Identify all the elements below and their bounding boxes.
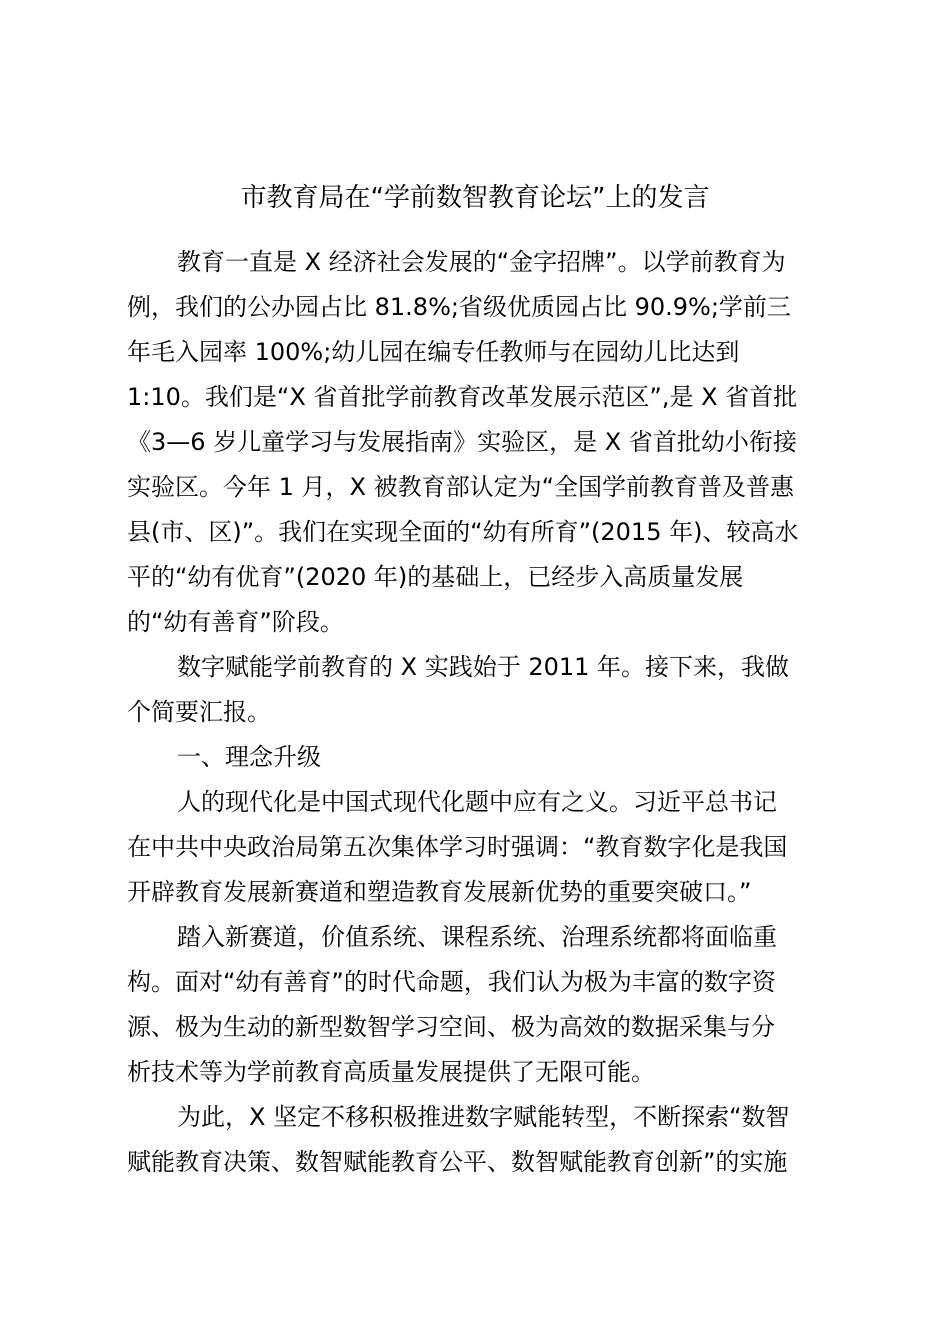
paragraph-line: 源、极为生动的新型数智学习空间、极为高效的数据采集与分	[127, 1013, 775, 1041]
paragraph-line: 1:10。我们是“X 省首批学前教育改革发展示范区”,是 X 省首批	[127, 383, 798, 411]
paragraph-line: 构。面对“幼有善育”的时代命题，我们认为极为丰富的数字资	[127, 968, 776, 996]
paragraph-line: 的“幼有善育”阶段。	[127, 608, 344, 636]
paragraph-line: 个简要汇报。	[127, 698, 271, 726]
paragraph-line: 平的“幼有优育”(2020 年)的基础上，已经步入高质量发展	[127, 563, 744, 591]
paragraph-line: 人的现代化是中国式现代化题中应有之义。习近平总书记	[177, 788, 777, 816]
paragraph-line: 县(市、区)”。我们在实现全面的“幼有所育”(2015 年)、较高水	[127, 518, 799, 546]
paragraph-line: 析技术等为学前教育高质量发展提供了无限可能。	[127, 1058, 655, 1086]
paragraph-line: 踏入新赛道，价值系统、课程系统、治理系统都将面临重	[177, 923, 777, 951]
paragraph-line: 实验区。今年 1 月，X 被教育部认定为“全国学前教育普及普惠	[127, 473, 795, 501]
section-heading: 一、理念升级	[177, 743, 321, 771]
paragraph-line: 数字赋能学前教育的 X 实践始于 2011 年。接下来，我做	[177, 653, 790, 681]
paragraph-line: 为此，X 坚定不移积极推进数字赋能转型，不断探索“数智	[177, 1103, 790, 1131]
paragraph-line: 教育一直是 X 经济社会发展的“金字招牌”。以学前教育为	[177, 248, 786, 276]
paragraph-line: 年毛入园率 100%;幼儿园在编专任教师与在园幼儿比达到	[127, 338, 740, 366]
paragraph-line: 开辟教育发展新赛道和塑造教育发展新优势的重要突破口。”	[127, 878, 752, 906]
document-title: 市教育局在“学前数智教育论坛”上的发言	[240, 183, 710, 213]
paragraph-line: 赋能教育决策、数智赋能教育公平、数智赋能教育创新”的实施	[127, 1148, 788, 1176]
paragraph-line: 在中共中央政治局第五次集体学习时强调：“教育数字化是我国	[127, 833, 788, 861]
paragraph-line: 例，我们的公办园占比 81.8%;省级优质园占比 90.9%;学前三	[127, 293, 791, 321]
paragraph-line: 《3—6 岁儿童学习与发展指南》实验区，是 X 省首批幼小衔接	[127, 428, 797, 456]
